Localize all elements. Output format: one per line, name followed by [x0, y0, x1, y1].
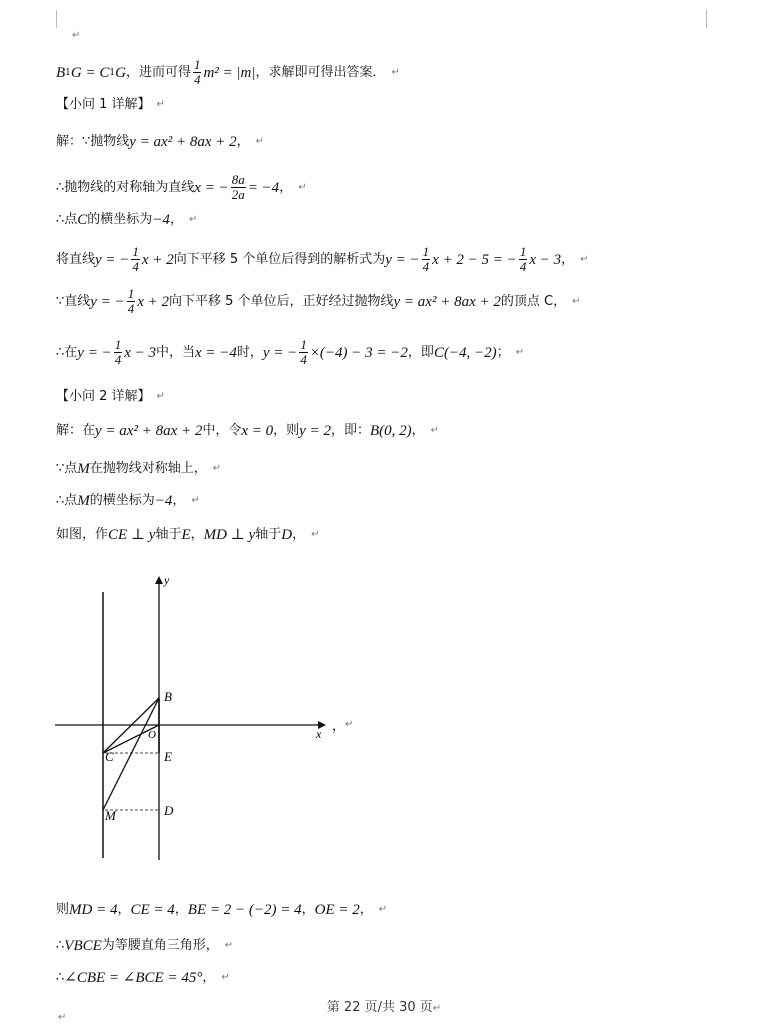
text-line-9: ∵点 M 在抛物线对称轴上， ↵: [56, 461, 222, 477]
text-line-11: 如图，作 CE ⊥ y 轴于 E ， MD ⊥ y 轴于 D ， ↵: [56, 527, 320, 543]
text-line-12: 则 MD = 4 ， CE = 4 ， BE = 2 − (−2) = 4 ， OE = 2 ， ↵: [56, 902, 388, 918]
fraction: $\frac{1}{4}$: [193, 57, 201, 87]
text-line-2: 解：∵抛物线 y = ax² + 8ax + 2 ， ↵: [56, 134, 265, 150]
section-heading-1: 【小问 1 详解】 ↵: [56, 97, 165, 112]
text-line-4: ∴点 C 的横坐标为 −4 ， ↵: [56, 212, 198, 228]
page-corner-left: [56, 10, 57, 28]
text-line-14: ∴ ∠CBE = ∠BCE = 45° ， ↵: [56, 970, 230, 986]
label-y: y: [164, 573, 170, 587]
text-line-1: B 1 G = C 1 G ，进而可得 $\frac{1}{4}$ m² = |m| ，求解即可得出答案． ↵: [56, 57, 400, 87]
label-d: D: [164, 803, 174, 818]
y-axis-arrow: [155, 576, 163, 584]
text-line-8: 解：在 y = ax² + 8ax + 2 中，令 x = 0 ，则 y = 2 ，即： B(0, 2) ， ↵: [56, 423, 440, 439]
text-line-3: ∴抛物线的对称轴为直线 x = − $\frac{8a}{2a}$ = −4 ， ↵: [56, 172, 307, 202]
text-line-6: ∵直线 y = − $\frac{1}{4}$ x + 2 向下平移 5 个单位后，正好经过抛物线 y = ax² + 8ax + 2 的顶点 C， ↵: [56, 286, 581, 316]
text-line-13: ∴ VBCE 为等腰直角三角形， ↵: [56, 938, 234, 954]
text-line-5: 将直线 y = − $\frac{1}{4}$ x + 2 向下平移 5 个单位后得到的解析式为 y = − $\frac{1}{4}$ x + 2 − 5 = − $\frac{1}{4}$ x − 3 ， ↵: [56, 244, 589, 274]
page-corner-right: [706, 10, 707, 28]
page-footer: 第 22 页/共 30 页↵: [326, 1000, 442, 1015]
paragraph-mark-top: ↵: [72, 30, 81, 41]
section-heading-2: 【小问 2 详解】 ↵: [56, 389, 165, 404]
label-o: O: [148, 729, 156, 741]
text-line-10: ∴点 M 的横坐标为 −4 ， ↵: [56, 493, 200, 509]
label-c: C: [105, 749, 114, 764]
paragraph-mark-bottom: ↵: [58, 1012, 67, 1023]
figure-paragraph-mark: ↵: [345, 719, 354, 730]
label-m: M: [105, 808, 116, 823]
label-e: E: [164, 749, 172, 764]
figure-trailing-comma: ，: [332, 718, 346, 733]
label-b: B: [164, 689, 172, 704]
text-line-7: ∴在 y = − $\frac{1}{4}$ x − 3 中，当 x = −4 时， y = − $\frac{1}{4}$ ×(−4) − 3 = −2 ，即 C(−4, −2) ； ↵: [56, 337, 525, 367]
label-x: x: [316, 727, 322, 741]
geometry-figure: [50, 570, 370, 865]
